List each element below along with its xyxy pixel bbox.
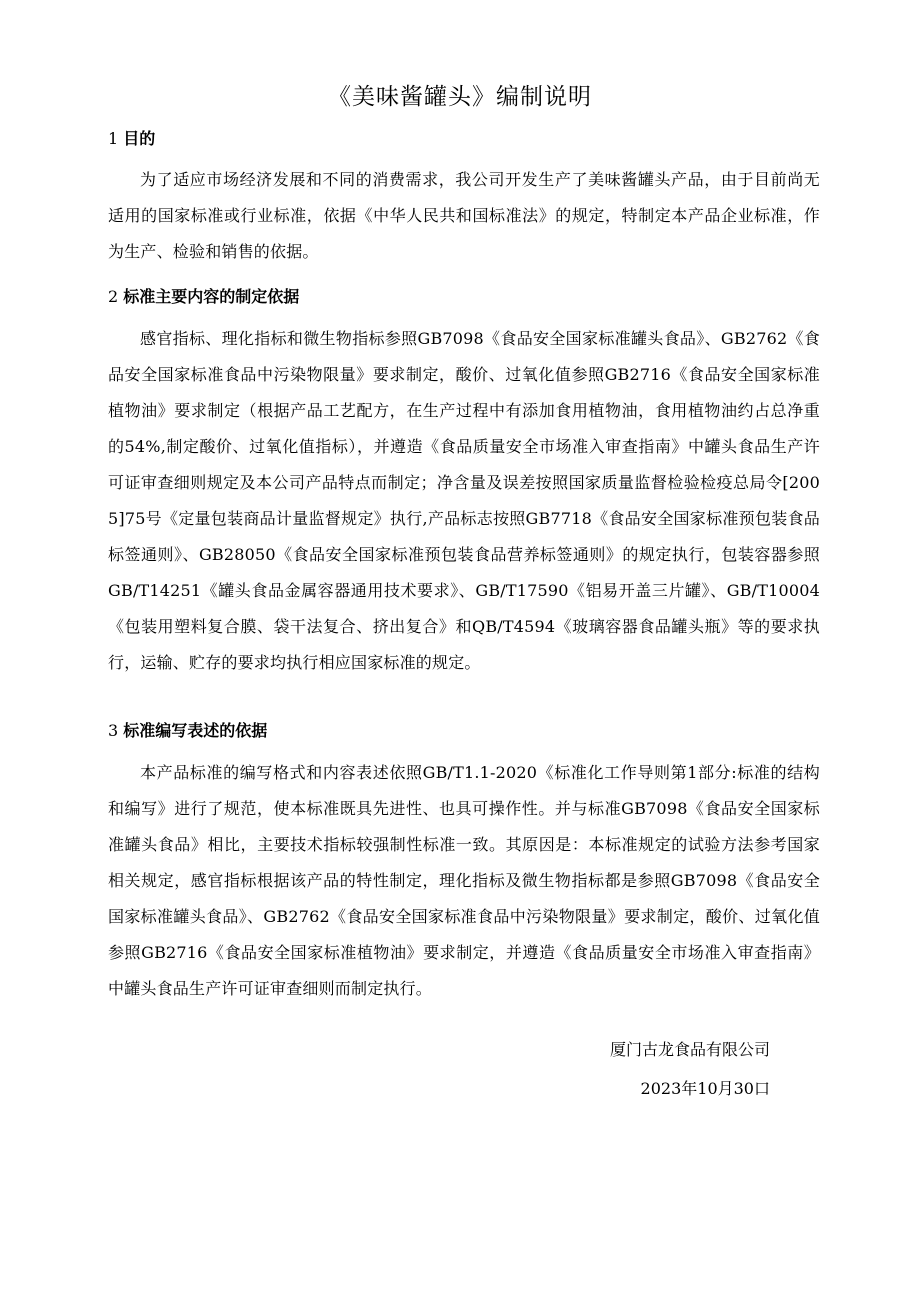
- section-heading-purpose: [108, 128, 155, 150]
- section-heading-text: 标准编写表述的依据: [123, 721, 268, 740]
- section-number: 3: [108, 721, 119, 740]
- section-body-basis: 感官指标、理化指标和微生物指标参照GB7098《食品安全国家标准罐头食品》、GB2762《食品安全国家标准食品中污染物限量》要求制定，酸价、过氧化值参照GB2716《食品安全国家标准植物油》要求制定（根据产品工艺配方，在生产过程中有添加食用植物油，食用植物油约占总净重的54%,制定酸价、过氧化值指标），并遵造《食品质量安全市场准入审查指南》中罐头食品生产许可证审查细则规定及本公司产品特点而制定；净含量及误差按照国家质量监督检验检疫总局令[2005]75号《定量包装商品计量监督规定》执行,产品标志按照GB7718《食品安全国家标准预包装食品标签通则》、GB28050《食品安全国家标准预包装食品营养标签通则》的规定执行，包装容器参照GB/T14251《罐头食品金属容器通用技术要求》、GB/T17590《铝易开盖三片罐》、GB/T10004《包装用塑料复合膜、袋干法复合、挤出复合》和QB/T4594《玻璃容器食品罐头瓶》等的要求执行，运输、贮存的要求均执行相应国家标准的规定。: [108, 329, 820, 672]
- section-body-drafting: 本产品标准的编写格式和内容表述依照GB/T1.1-2020《标准化工作导则第1部分:标准的结构和编写》进行了规范，使本标准既具先进性、也具可操作性。并与标准GB7098《食品安全国家标准罐头食品》相比，主要技术指标较强制性标准一致。其原因是：本标准规定的试验方法参考国家相关规定，感官指标根据该产品的特性制定，理化指标及微生物指标都是参照GB7098《食品安全国家标准罐头食品》、GB2762《食品安全国家标准食品中污染物限量》要求制定，酸价、过氧化值参照GB2716《食品安全国家标准植物油》要求制定，并遵造《食品质量安全市场准入审查指南》中罐头食品生产许可证审查细则而制定执行。: [108, 763, 820, 998]
- section-heading-text: 标准主要内容的制定依据: [123, 287, 300, 306]
- document-title: 《美味酱罐头》编制说明: [328, 84, 592, 110]
- section-heading-drafting: [108, 720, 267, 742]
- section-heading-text: 目的: [123, 129, 156, 148]
- section-body-purpose: 为了适应市场经济发展和不同的消费需求，我公司开发生产了美味酱罐头产品，由于目前尚无适用的国家标准或行业标准，依据《中华人民共和国标准法》的规定，特制定本产品企业标准，作为生产、检验和销售的依据。: [108, 170, 820, 261]
- company-name: 厦门古龙食品有限公司: [609, 1040, 770, 1059]
- section-number: 1: [108, 129, 119, 148]
- section-heading-basis: [108, 286, 299, 308]
- section-number: 2: [108, 287, 119, 306]
- document-date: 2023年10月30口: [640, 1079, 770, 1098]
